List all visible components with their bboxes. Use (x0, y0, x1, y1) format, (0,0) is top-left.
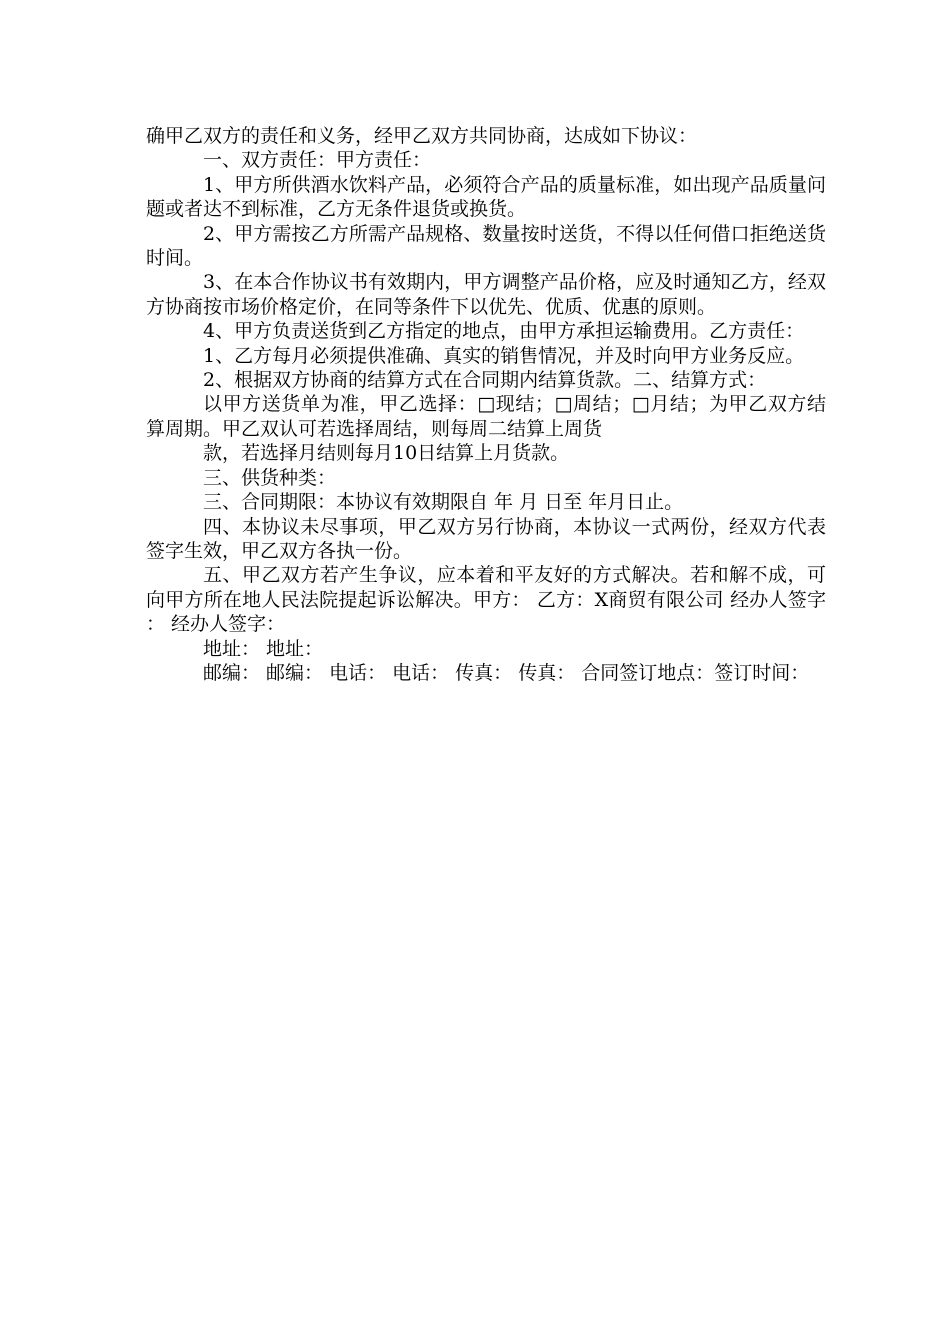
unresolved-matters-paragraph: 四、本协议未尽事项，甲乙双方另行协商，本协议一式两份，经双方代表签字生效，甲乙双方各执一份。 (146, 515, 826, 562)
party-b-clause-1: 1、乙方每月必须提供准确、真实的销售情况，并及时向甲方业务反应。 (203, 344, 805, 367)
party-a-clause-2: 2、甲方需按乙方所需产品规格、数量按时送货，不得以任何借口拒绝送货时间。 (146, 222, 826, 270)
party-a-clause-3: 3、在本合作协议书有效期内，甲方调整产品价格，应及时通知乙方，经双方协商按市场价格定价，在同等条件下以优先、优质、优惠的原则。 (146, 271, 826, 318)
supply-types-heading: 三、供货种类： (203, 466, 337, 489)
party-a-clause-4: 4、甲方负责送货到乙方指定的地点，由甲方承担运输费用。乙方责任： (203, 320, 805, 343)
contract-term-paragraph: 三、合同期限：本协议有效期限自 年 月 日至 年月日止。 (203, 491, 684, 514)
settlement-method-paragraph: 以甲方送货单为准，甲乙选择：□现结；□周结；□月结；为甲乙双方结算周期。甲乙双认可若选择周结，则每周二结算上周货 (146, 393, 826, 440)
address-line: 地址： 地址： (203, 637, 324, 660)
intro-paragraph: 确甲乙双方的责任和义务，经甲乙双方共同协商，达成如下协议： (146, 125, 698, 147)
settlement-method-continuation: 款，若选择月结则每月10日结算上月货款。 (203, 442, 570, 465)
section-responsibilities-heading: 一、双方责任：甲方责任： (203, 149, 432, 172)
dispute-resolution-paragraph: 五、甲乙双方若产生争议，应本着和平友好的方式解决。若和解不成，可向甲方所在地人民法院提起诉讼解决。甲方： 乙方：X商贸有限公司 经办人签字： 经办人签字： (146, 564, 826, 636)
party-b-clause-2: 2、根据双方协商的结算方式在合同期内结算货款。二、结算方式： (203, 369, 767, 392)
contact-info-line: 邮编： 邮编： 电话： 电话： 传真： 传真： 合同签订地点：签订时间： (203, 661, 810, 684)
party-a-clause-1: 1、甲方所供酒水饮料产品，必须符合产品的质量标准，如出现产品质量问题或者达不到标准，乙方无条件退货或换货。 (146, 173, 826, 221)
contract-body (146, 124, 826, 685)
